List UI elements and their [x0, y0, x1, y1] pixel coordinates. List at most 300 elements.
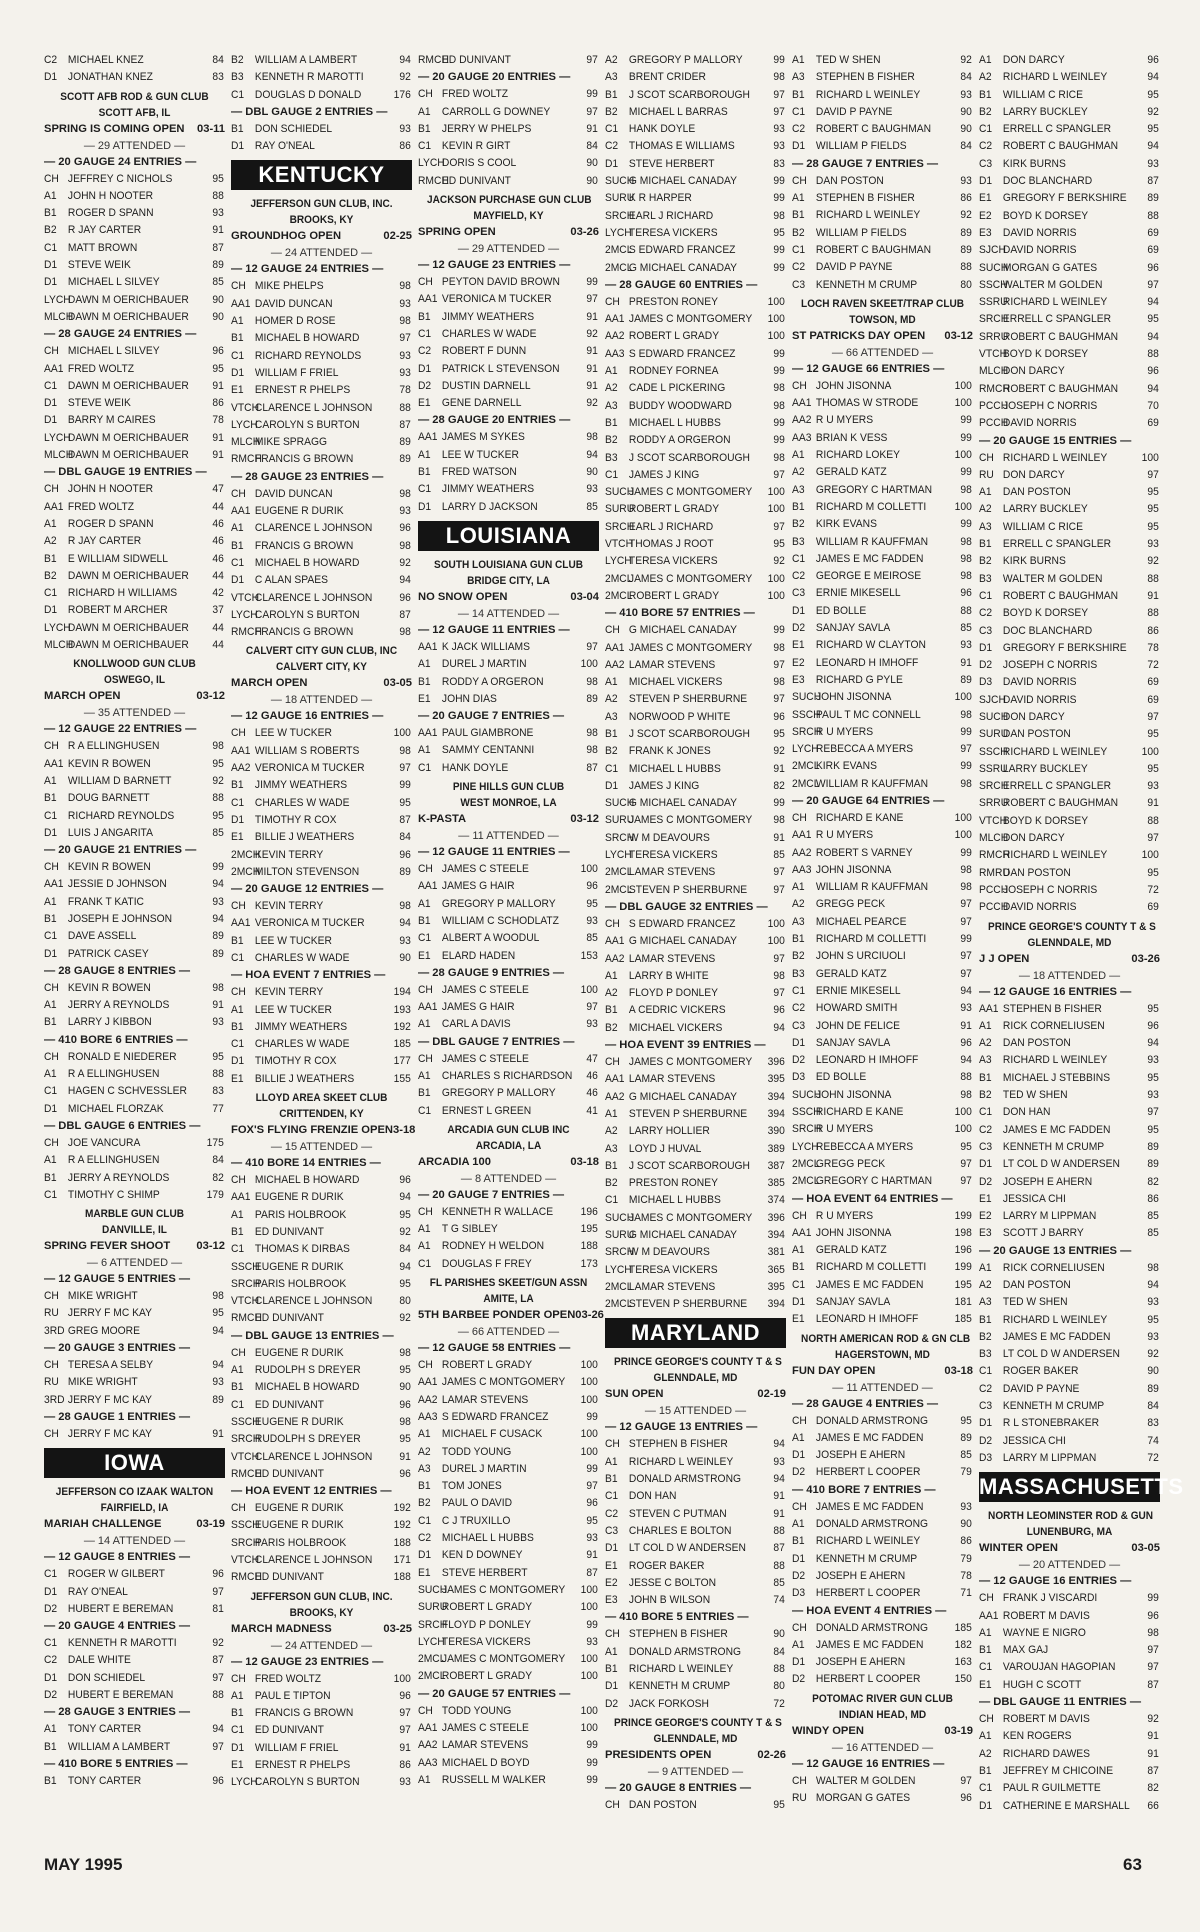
results-column-3	[418, 52, 604, 1842]
result-row	[44, 1288, 224, 1305]
shooter-name: VERONICA M TUCKER	[441, 293, 552, 306]
class-code: PCCH	[979, 399, 1009, 412]
division-header: — 20 GAUGE 24 ENTRIES —	[44, 155, 197, 168]
division-header: — 20 GAUGE 64 ENTRIES —	[792, 794, 945, 807]
result-row	[418, 1426, 598, 1443]
score: 91	[586, 345, 598, 358]
shooter-name: HANK DOYLE	[628, 123, 696, 136]
result-row	[979, 104, 1159, 121]
score: 99	[586, 1739, 598, 1752]
score: 89	[960, 243, 972, 256]
score: 100	[580, 1704, 598, 1717]
class-code: A3	[605, 71, 618, 84]
class-code: D1	[792, 1656, 806, 1669]
class-code: 2MCL	[792, 1157, 820, 1170]
result-row	[605, 847, 785, 864]
score: 93	[960, 1002, 972, 1015]
shooter-name: S EDWARD FRANCEZ	[628, 244, 736, 257]
shooter-name: WILLIAM P FIELDS	[815, 226, 907, 239]
class-code: A3	[979, 520, 992, 533]
division-header: — 12 GAUGE 58 ENTRIES —	[418, 1342, 571, 1355]
result-row	[231, 590, 411, 607]
score: 93	[399, 349, 411, 362]
result-row	[231, 1757, 411, 1774]
class-code: SURU	[418, 1601, 448, 1614]
score: 100	[954, 1106, 972, 1119]
score: 94	[1147, 1279, 1159, 1291]
club-name: JEFFERSON CO IZAAK WALTON	[55, 1486, 214, 1499]
result-row	[605, 830, 785, 847]
shooter-name: ROBERT F DUNN	[441, 345, 527, 358]
shooter-name: HUBERT E BEREMAN	[67, 1689, 174, 1701]
club-name: PRINCE GEORGE'S COUNTY T & S	[614, 1716, 782, 1729]
class-code: CH	[979, 451, 994, 464]
class-code: A2	[605, 1125, 618, 1138]
attendance-line: — 6 ATTENDED —	[86, 1257, 183, 1270]
result-row	[231, 812, 411, 829]
club-location: CALVERT CITY, KY	[275, 661, 367, 674]
class-code: B1	[605, 416, 618, 429]
score: 91	[399, 1741, 411, 1754]
class-code: CH	[231, 986, 246, 999]
result-row	[44, 257, 224, 274]
class-code: B1	[231, 332, 244, 345]
class-code: D3	[792, 1587, 806, 1600]
class-code: CH	[605, 1628, 620, 1641]
score: 163	[954, 1656, 972, 1669]
shooter-name: TERESA VICKERS	[441, 1635, 531, 1648]
class-code: PCCH	[979, 901, 1009, 914]
class-code: AA2	[605, 658, 625, 671]
shooter-name: ED DUNIVANT	[254, 1312, 324, 1325]
result-row	[605, 260, 785, 277]
event-name: SPRING OPEN	[418, 226, 496, 239]
shooter-name: ROBERT C BAUGHMAN	[1002, 589, 1119, 602]
score: 199	[954, 1261, 972, 1274]
score: 94	[212, 912, 224, 925]
score: 97	[586, 1480, 598, 1493]
score: 98	[399, 539, 411, 552]
attendance-line: — 8 ATTENDED —	[460, 1172, 557, 1185]
result-row	[605, 1279, 785, 1296]
shooter-name: MICHAEL VICKERS	[628, 676, 723, 689]
result-row	[605, 208, 785, 225]
event-header	[979, 951, 1160, 968]
class-code: D1	[231, 1055, 245, 1068]
score: 78	[960, 1569, 972, 1582]
score: 95	[773, 226, 785, 239]
shooter-name: DAN POSTON	[1002, 1037, 1071, 1050]
score: 93	[586, 483, 598, 496]
shooter-name: CHARLES W WADE	[254, 796, 350, 809]
class-code: C1	[418, 483, 432, 496]
division-header: — 28 GAUGE 7 ENTRIES —	[792, 157, 939, 170]
class-code: RMCH	[418, 54, 449, 66]
club-header	[418, 1275, 599, 1307]
shooter-name: JAMES C MONTGOMERY	[628, 486, 753, 499]
shooter-name: LAMAR STEVENS	[441, 1393, 529, 1406]
result-row	[44, 412, 224, 429]
result-row	[979, 640, 1159, 657]
result-row	[979, 1711, 1159, 1728]
score: 92	[399, 71, 411, 84]
club-name: POTOMAC RIVER GUN CLUB	[812, 1692, 953, 1705]
result-row	[44, 1601, 224, 1618]
result-row	[979, 484, 1159, 501]
result-row	[231, 330, 411, 347]
shooter-name: JAMES C STEELE	[441, 1052, 529, 1065]
class-code: CH	[231, 1502, 246, 1515]
shooter-name: JOHN JISONNA	[815, 379, 892, 392]
result-row	[44, 343, 224, 360]
class-code: 2MCL	[418, 1670, 446, 1683]
shooter-name: JIMMY WEATHERS	[441, 310, 535, 323]
result-row	[231, 69, 411, 86]
result-row	[44, 1739, 224, 1756]
score: 92	[586, 397, 598, 410]
score: 90	[1147, 1365, 1159, 1378]
results-page	[44, 52, 1184, 1842]
result-row	[231, 915, 411, 932]
score: 69	[1147, 693, 1159, 706]
shooter-name: ED BOLLE	[815, 1071, 867, 1084]
shooter-name: ERRELL C SPANGLER	[1002, 538, 1112, 551]
result-row	[418, 982, 598, 999]
shooter-name: STEPHEN B FISHER	[1002, 1002, 1102, 1015]
class-code: B2	[979, 1089, 992, 1102]
result-row	[605, 225, 785, 242]
shooter-name: JESSIE D JOHNSON	[67, 878, 167, 891]
shooter-name: RICHARD L WEINLEY	[1002, 1054, 1108, 1067]
class-code: SUCH	[605, 797, 635, 810]
score: 85	[586, 932, 598, 945]
shooter-name: JIMMY WEATHERS	[441, 483, 535, 496]
score: 94	[399, 574, 411, 587]
result-row	[979, 1677, 1159, 1694]
score: 91	[212, 1427, 224, 1440]
shooter-name: ROBERT S VARNEY	[815, 846, 913, 859]
attendance-line: — 18 ATTENDED —	[270, 694, 373, 707]
result-row	[979, 415, 1159, 432]
shooter-name: MICHAEL B HOWARD	[254, 1381, 360, 1394]
class-code: B1	[979, 1764, 992, 1777]
score: 97	[960, 1157, 972, 1170]
score: 96	[1147, 261, 1159, 274]
score: 92	[586, 327, 598, 340]
shooter-name: DONALD ARMSTRONG	[628, 1473, 742, 1486]
class-code: A1	[231, 1689, 244, 1702]
score: 77	[212, 1102, 224, 1115]
score: 100	[580, 1359, 598, 1372]
class-code: E2	[979, 209, 992, 222]
shooter-name: TONY CARTER	[67, 1774, 142, 1787]
score: 97	[399, 762, 411, 775]
class-code: C2	[792, 570, 806, 583]
result-row	[418, 447, 598, 464]
result-row	[979, 1450, 1159, 1467]
club-location: INDIAN HEAD, MD	[838, 1708, 927, 1721]
result-row	[979, 1277, 1159, 1294]
result-row	[979, 138, 1159, 155]
class-code: AA1	[418, 880, 438, 893]
score: 192	[393, 1020, 411, 1033]
shooter-name: KEN D DOWNEY	[441, 1549, 523, 1562]
score: 89	[212, 947, 224, 960]
shooter-name: MICHAEL B HOWARD	[254, 556, 360, 569]
shooter-name: DON DARCY	[1002, 468, 1065, 481]
score: 99	[960, 466, 972, 479]
class-code: D3	[979, 676, 993, 689]
result-row	[605, 1071, 785, 1088]
club-header	[792, 1691, 973, 1723]
score: 86	[212, 397, 224, 410]
result-row	[792, 1018, 972, 1035]
class-code: B2	[605, 745, 618, 758]
result-row	[792, 1208, 972, 1225]
result-row	[231, 933, 411, 950]
event-name: ARCADIA 100	[418, 1155, 491, 1168]
division-header: — DBL GAUGE 7 ENTRIES —	[418, 1035, 575, 1048]
results-column-2	[231, 52, 416, 1842]
shooter-name: ERRELL C SPANGLER	[1002, 313, 1112, 326]
division-header: — 20 GAUGE 3 ENTRIES —	[44, 1342, 191, 1355]
shooter-name: MICHAEL L HUBBS	[628, 1194, 721, 1207]
shooter-name: JAMES G HAIR	[441, 1001, 515, 1014]
shooter-name: LARRY HOLLIER	[628, 1125, 710, 1138]
shooter-name: ERRELL C SPANGLER	[1002, 123, 1112, 136]
shooter-name: R U MYERS	[815, 414, 874, 427]
class-code: C1	[231, 1724, 245, 1737]
club-location: GLENNDALE, MD	[653, 1372, 738, 1385]
score: 47	[212, 483, 224, 496]
score: 89	[1147, 192, 1159, 205]
result-row	[979, 69, 1159, 86]
shooter-name: JOHN JISONNA	[815, 1226, 892, 1239]
event-header	[231, 675, 412, 692]
division-header: — 28 GAUGE 8 ENTRIES —	[44, 964, 191, 977]
result-row	[979, 190, 1159, 207]
result-row	[792, 104, 972, 121]
class-code: SURU	[605, 814, 635, 827]
shooter-name: JOHN JISONNA	[815, 1088, 892, 1101]
score: 44	[212, 621, 224, 634]
class-code: CH	[418, 88, 433, 101]
class-code: AA2	[418, 1739, 438, 1752]
result-row	[792, 1087, 972, 1104]
score: 79	[960, 1552, 972, 1565]
class-code: B1	[792, 88, 805, 101]
class-code: C3	[979, 157, 993, 170]
shooter-name: JAMES C MONTGOMERY	[628, 313, 753, 326]
score: 85	[1147, 1227, 1159, 1240]
class-code: 2MCL	[605, 589, 633, 602]
class-code: SRCH	[979, 313, 1009, 326]
score: 394	[767, 1107, 785, 1120]
shooter-name: HERBERT L COOPER	[815, 1466, 921, 1479]
shooter-name: JESSICA CHI	[1002, 1434, 1066, 1447]
result-row	[44, 738, 224, 755]
result-row	[418, 361, 598, 378]
result-row	[605, 1002, 785, 1019]
class-code: E1	[418, 949, 431, 962]
club-header	[231, 643, 412, 675]
result-row	[792, 225, 972, 242]
shooter-name: DON HAN	[628, 1490, 677, 1503]
club-name: KNOLLWOOD GUN CLUB	[73, 658, 196, 671]
class-code: C1	[418, 327, 432, 340]
result-row	[44, 274, 224, 291]
result-row	[418, 1582, 598, 1599]
shooter-name: ROBERT L GRADY	[441, 1359, 533, 1372]
score: 84	[773, 1645, 785, 1658]
result-row	[44, 447, 224, 464]
event-name: GROUNDHOG OPEN	[231, 230, 342, 243]
shooter-name: CARL A DAVIS	[441, 1018, 511, 1031]
class-code: B1	[44, 1740, 57, 1753]
club-location: FAIRFIELD, IA	[100, 1502, 169, 1515]
result-row	[792, 1447, 972, 1464]
score: 97	[773, 105, 785, 118]
result-row	[792, 1000, 972, 1017]
class-code: B1	[979, 1644, 992, 1657]
shooter-name: DAVID DUNCAN	[254, 297, 333, 310]
class-code: C1	[792, 984, 806, 997]
result-row	[44, 292, 224, 309]
class-code: AA1	[418, 640, 438, 653]
class-code: E1	[418, 1566, 431, 1579]
score: 97	[1147, 278, 1159, 291]
class-code: SRCH	[605, 209, 635, 222]
score: 97	[773, 883, 785, 896]
score: 69	[1147, 244, 1159, 257]
score: 91	[960, 656, 972, 669]
shooter-name: JAMES E MC FADDEN	[1002, 1330, 1111, 1343]
score: 91	[399, 1450, 411, 1463]
result-row	[231, 1019, 411, 1036]
result-row	[605, 328, 785, 345]
shooter-name: JIMMY WEATHERS	[254, 779, 348, 792]
class-code: D1	[44, 414, 58, 427]
club-name: NORTH LEOMINSTER ROD & GUN	[988, 1510, 1154, 1523]
class-code: B3	[792, 535, 805, 548]
score: 80	[399, 1295, 411, 1308]
class-code: A3	[605, 399, 618, 412]
score: 83	[773, 157, 785, 170]
shooter-name: JAMES E MC FADDEN	[815, 552, 924, 565]
result-row	[792, 707, 972, 724]
club-name: LOCH RAVEN SKEET/TRAP CLUB	[801, 297, 965, 310]
result-row	[605, 1558, 785, 1575]
score: 93	[586, 1018, 598, 1031]
division-header: — 12 GAUGE 8 ENTRIES —	[44, 1551, 191, 1564]
club-header	[418, 192, 599, 224]
class-code: LYCH	[605, 1263, 632, 1276]
shooter-name: PATRICK CASEY	[67, 947, 149, 960]
result-row	[44, 1635, 224, 1652]
shooter-name: ROBERT C BAUGHMAN	[1002, 140, 1119, 153]
class-code: A1	[979, 1730, 992, 1743]
result-row	[605, 450, 785, 467]
shooter-name: ED DUNIVANT	[441, 54, 511, 66]
score: 44	[212, 639, 224, 652]
score: 99	[773, 624, 785, 637]
score: 82	[212, 1171, 224, 1184]
shooter-name: KIRK BURNS	[1002, 555, 1066, 568]
class-code: B1	[418, 310, 431, 323]
result-row	[979, 847, 1159, 864]
class-code: VTCH	[231, 1450, 260, 1463]
score: 44	[212, 569, 224, 582]
shooter-name: STEVEN C PUTMAN	[628, 1507, 727, 1520]
score: 46	[212, 535, 224, 548]
division-header: — HOA EVENT 64 ENTRIES —	[792, 1192, 953, 1205]
class-code: A1	[418, 1223, 431, 1236]
result-row	[979, 1659, 1159, 1676]
result-row	[605, 121, 785, 138]
class-code: CH	[792, 1414, 807, 1427]
division-header: — 28 GAUGE 1 ENTRIES —	[44, 1410, 191, 1423]
class-code: D2	[979, 1434, 993, 1447]
score: 196	[954, 1244, 972, 1257]
shooter-name: HANK DOYLE	[441, 761, 509, 774]
score: 385	[767, 1177, 785, 1190]
class-code: B1	[44, 792, 57, 805]
shooter-name: NORWOOD P WHITE	[628, 710, 731, 723]
class-code: D1	[605, 157, 619, 170]
class-code: A3	[792, 483, 805, 496]
result-row	[44, 222, 224, 239]
result-row	[44, 928, 224, 945]
score: 78	[212, 414, 224, 427]
score: 91	[212, 379, 224, 392]
shooter-name: GERALD KATZ	[815, 466, 887, 479]
score: 69	[1147, 417, 1159, 430]
class-code: A1	[44, 999, 57, 1012]
result-row	[418, 1461, 598, 1478]
score: 84	[1147, 1400, 1159, 1413]
score: 98	[399, 744, 411, 757]
shooter-name: MICHAEL B HOWARD	[254, 1174, 360, 1187]
class-code: D1	[44, 1585, 58, 1598]
score: 42	[212, 587, 224, 600]
score: 155	[393, 1072, 411, 1085]
result-row	[605, 761, 785, 778]
event-name: FUN DAY OPEN	[792, 1364, 876, 1377]
event-date: 03-11	[197, 122, 225, 135]
shooter-name: BOYD K DORSEY	[1002, 209, 1089, 222]
score: 98	[773, 382, 785, 395]
class-code: VTCH	[231, 1554, 260, 1566]
result-row	[605, 1797, 785, 1814]
score: 195	[580, 1223, 598, 1236]
shooter-name: DON DARCY	[1002, 365, 1065, 378]
shooter-name: SANJAY SAVLA	[815, 622, 891, 635]
class-code: C2	[979, 607, 993, 620]
class-code: CH	[418, 1205, 433, 1218]
class-code: C1	[605, 1194, 619, 1207]
class-code: CH	[792, 174, 807, 187]
shooter-name: G MICHAEL CANADAY	[628, 935, 738, 948]
shooter-name: J SCOT SCARBOROUGH	[628, 88, 750, 101]
shooter-name: CLARENCE L JOHNSON	[254, 1554, 373, 1566]
score: 89	[212, 1393, 224, 1406]
club-name: JEFFERSON GUN CLUB, INC.	[250, 1590, 393, 1603]
score: 95	[960, 1140, 972, 1153]
attendance-line: — 15 ATTENDED —	[644, 1405, 747, 1418]
shooter-name: KIRK EVANS	[815, 518, 877, 531]
event-date: 03-19	[944, 1724, 973, 1737]
class-code: A1	[979, 1626, 992, 1639]
